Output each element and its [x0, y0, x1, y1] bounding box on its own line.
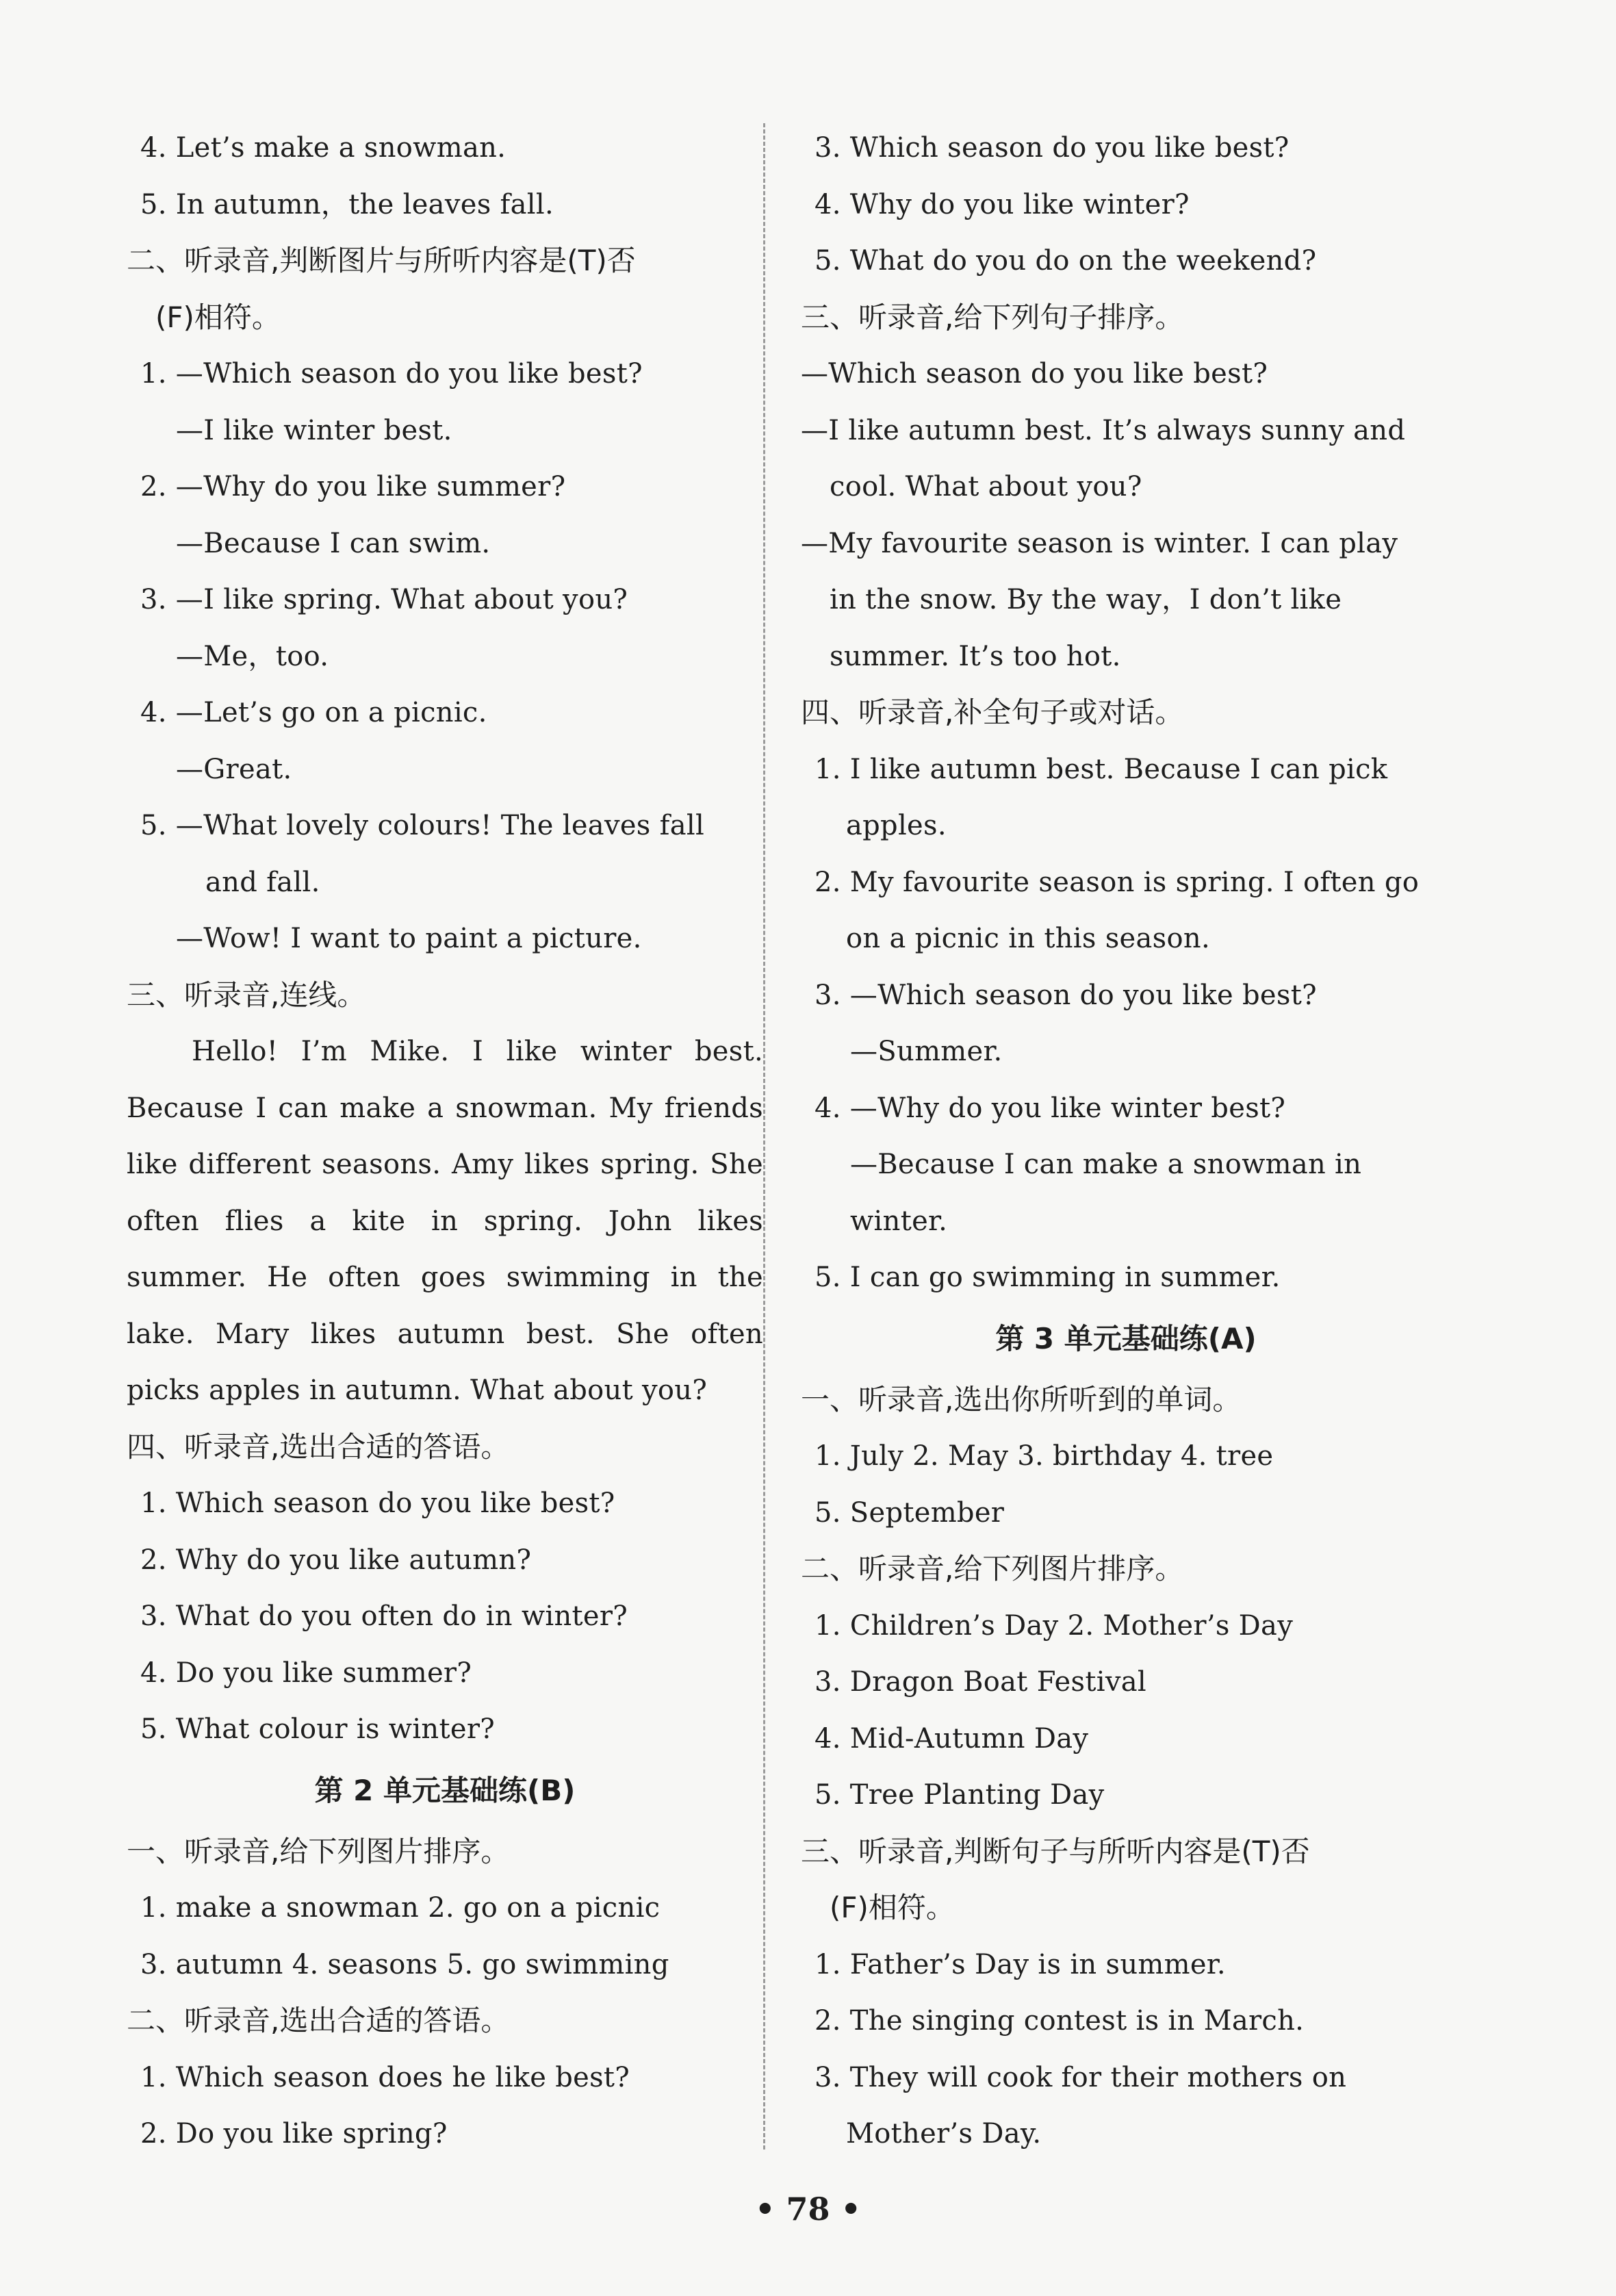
answer-line: 3. What do you often do in winter?	[140, 1600, 628, 1632]
answer-continued: apples.	[846, 810, 947, 841]
answer-line: 3. Dragon Boat Festival	[815, 1666, 1146, 1698]
answer-line: 1. Which season does he like best?	[140, 2061, 630, 2093]
answer-line: 1. I like autumn best. Because I can pick	[815, 753, 1388, 785]
section-heading: 二、听录音,给下列图片排序。	[801, 1552, 1184, 1585]
answer-line: 3. autumn 4. seasons 5. go swimming	[140, 1948, 669, 1980]
answer-line: 2. The singing contest is in March.	[815, 2005, 1305, 2037]
answer-line: 2. Do you like spring?	[140, 2118, 448, 2150]
answer-line: 2. My favourite season is spring. I often go	[815, 866, 1420, 898]
dialogue-response: —Me，too.	[176, 640, 329, 672]
answer-line: 4. Let’s make a snowman.	[140, 132, 506, 164]
unit-title: 第 2 单元基础练(B)	[314, 1773, 576, 1807]
section-heading: 四、听录音,选出合适的答语。	[127, 1429, 510, 1464]
answer-line: 5. September	[815, 1496, 1005, 1529]
section-heading: 二、听录音,选出合适的答语。	[127, 2004, 510, 2037]
answer-line: 4. Do you like summer?	[140, 1657, 472, 1689]
dialogue-line: —I like autumn best. It’s always sunny and	[801, 414, 1406, 446]
dialogue-response: —I like winter best.	[176, 414, 452, 446]
dialogue-continued: winter.	[850, 1205, 948, 1237]
dialogue-line: —Which season do you like best?	[801, 358, 1268, 390]
dialogue-line: 4. —Let’s go on a picnic.	[140, 697, 487, 728]
dialogue-response: —Summer.	[850, 1036, 1003, 1067]
answer-line: 3. Which season do you like best?	[815, 132, 1290, 164]
answer-line: 1. Father’s Day is in summer.	[815, 1948, 1226, 1980]
dialogue-line: 3. —Which season do you like best?	[815, 979, 1317, 1011]
dialogue-line: 3. —I like spring. What about you?	[140, 584, 628, 615]
dialogue-line: —My favourite season is winter. I can play	[801, 527, 1398, 559]
answer-continued: on a picnic in this season.	[846, 923, 1210, 954]
section-heading-continued: (F)相符。	[830, 1891, 955, 1924]
answer-line: 5. I can go swimming in summer.	[815, 1262, 1281, 1293]
answer-line: 5. Tree Planting Day	[815, 1779, 1105, 1811]
section-heading: 三、听录音,判断句子与所听内容是(T)否	[801, 1834, 1310, 1868]
answer-line: 4. Why do you like winter?	[815, 188, 1190, 220]
answer-line: 5. In autumn，the leaves fall.	[140, 188, 554, 220]
dialogue-continued: in the snow. By the way，I don’t like	[830, 584, 1342, 615]
answer-line: 3. They will cook for their mothers on	[815, 2061, 1347, 2093]
dialogue-line: 4. —Why do you like winter best?	[815, 1092, 1286, 1124]
section-heading-continued: (F)相符。	[155, 300, 281, 334]
answer-line: 1. Which season do you like best?	[140, 1488, 615, 1519]
answer-continued: Mother’s Day.	[846, 2118, 1042, 2150]
dialogue-response: —Because I can make a snowman in	[850, 1149, 1362, 1180]
unit-title: 第 3 单元基础练(A)	[995, 1321, 1257, 1355]
answer-line: 1. Children’s Day 2. Mother’s Day	[815, 1609, 1294, 1642]
section-heading: 一、听录音,选出你所听到的单词。	[801, 1382, 1242, 1416]
listening-passage: Hello! I’m Mike. I like winter best. Because I can make a snowman. My friends like different seasons. Amy likes spring. She often flies a kite in spring. John likes summer. He often goes swimming in the lake. Mary likes autumn best. She often picks apples in autumn. What about you?	[127, 1036, 763, 1406]
answer-line: 1. July 2. May 3. birthday 4. tree	[815, 1440, 1274, 1472]
right-column	[801, 120, 1451, 2163]
dialogue-continued: summer. It’s too hot.	[830, 640, 1121, 672]
column-divider	[763, 123, 765, 2150]
section-heading: 二、听录音,判断图片与所听内容是(T)否	[127, 244, 636, 277]
dialogue-line: 5. —What lovely colours! The leaves fall	[140, 810, 705, 841]
dialogue-line: 2. —Why do you like summer?	[140, 471, 566, 502]
dialogue-response: —Great.	[176, 753, 292, 785]
dialogue-line: 1. —Which season do you like best?	[140, 358, 643, 390]
section-heading: 三、听录音,给下列句子排序。	[801, 300, 1184, 334]
page-number: • 78 •	[755, 2191, 861, 2228]
left-column	[127, 120, 763, 2163]
answer-line: 5. What colour is winter?	[140, 1713, 495, 1745]
answer-line: 4. Mid-Autumn Day	[815, 1722, 1089, 1755]
answer-line: 2. Why do you like autumn?	[140, 1544, 532, 1576]
dialogue-continued: cool. What about you?	[830, 471, 1142, 502]
dialogue-continued: and fall.	[205, 866, 320, 898]
answer-line: 5. What do you do on the weekend?	[815, 245, 1317, 277]
section-heading: 三、听录音,连线。	[127, 978, 366, 1012]
section-heading: 四、听录音,补全句子或对话。	[801, 696, 1184, 729]
section-heading: 一、听录音,给下列图片排序。	[127, 1834, 510, 1868]
answer-line: 1. make a snowman 2. go on a picnic	[140, 1892, 660, 1924]
dialogue-response: —Because I can swim.	[176, 527, 491, 559]
dialogue-response: —Wow! I want to paint a picture.	[176, 923, 642, 954]
